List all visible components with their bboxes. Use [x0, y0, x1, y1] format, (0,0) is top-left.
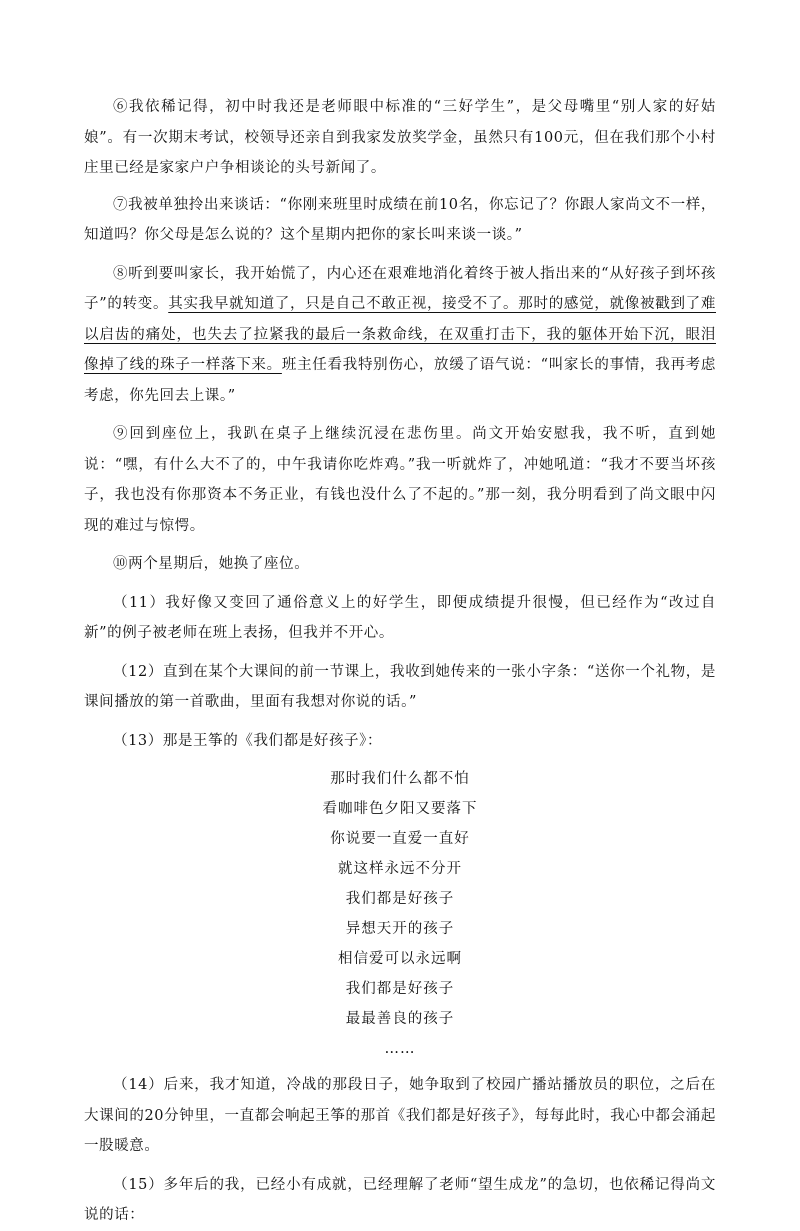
lyric-line: 我们都是好孩子	[345, 891, 455, 907]
paragraph-13: （13）那是王筝的《我们都是好孩子》：	[113, 732, 383, 749]
paragraph-9: ⑨回到座位上，我趴在桌子上继续沉浸在悲伤里。尚文开始安慰我，我不听，直到她说：“嘿，有什么大不了的，中午我请你吃炸鸡。”我一听就炸了，冲她吼道：“我才不要当坏孩子，我也没有你那资本不务正业，有钱也没什么了不起的。”那一刻，我分明看到了尚文眼中闪现的难过与惊愕。	[84, 426, 716, 534]
paragraph-8-start: ⑧听到要叫家长，我开始慌了，内心还在艰难地消化着终于被人指出来的“从好孩子到坏孩子”的转变。	[84, 265, 716, 312]
lyric-line: 相信爱可以永远啊	[338, 951, 462, 967]
paragraph-14: （14）后来，我才知道，冷战的那段日子，她争取到了校园广播站播放员的职位，之后在大课间的20分钟里，一直都会响起王筝的那首《我们都是好孩子》，每每此时，我心中都会涌起一股暖意。	[84, 1077, 716, 1154]
lyric-line: 异想天开的孩子	[345, 921, 455, 937]
lyric-line: 你说要一直爱一直好	[330, 831, 470, 847]
lyric-line: 看咖啡色夕阳又要落下	[322, 801, 478, 817]
paragraph-8-underlined: 其实我早就知道了，只是自己不敢正视，接受不了。那时的感觉，就像被戳到了难以启齿的痛处，也失去了拉紧我的最后一条救命线，在双重打击下，我的躯体开始下沉，眼泪像掉了线的珠子一样落下来。	[84, 296, 716, 373]
paragraph-8-end: 班主任看我特别伤心，放缓了语气说：“叫家长的事情，我再考虑考虑，你先回去上课。”	[84, 357, 716, 404]
paragraph-11: （11）我好像又变回了通俗意义上的好学生，即便成绩提升很慢，但已经作为“改过自新”的例子被老师在班上表扬，但我并不开心。	[84, 594, 716, 641]
lyric-line: 就这样永远不分开	[338, 861, 462, 877]
paragraph-8	[84, 259, 716, 412]
lyric-line: 我们都是好孩子	[345, 981, 455, 997]
lyric-line: 最最善良的孩子	[345, 1011, 455, 1027]
lyric-ellipsis: ……	[384, 1041, 416, 1057]
paragraph-15: （15）多年后的我，已经小有成就，已经理解了老师“望生成龙”的急切，也依稀记得尚文说的话：	[84, 1176, 716, 1223]
paragraph-7: ⑦我被单独拎出来谈话：“你刚来班里时成绩在前10名，你忘记了？你跟人家尚文不一样，知道吗？你父母是怎么说的？这个星期内把你的家长叫来谈一谈。”	[84, 196, 716, 243]
paragraph-10: ⑩两个星期后，她换了座位。	[113, 556, 310, 572]
paragraph-12: （12）直到在某个大课间的前一节课上，我收到她传来的一张小字条：“送你一个礼物，是课间播放的第一首歌曲，里面有我想对你说的话。”	[84, 663, 716, 710]
song-lyrics	[84, 764, 716, 1064]
lyric-line: 那时我们什么都不怕	[330, 771, 470, 787]
paragraph-6: ⑥我依稀记得，初中时我还是老师眼中标准的“三好学生”，是父母嘴里“别人家的好姑娘”。有一次期末考试，校领导还亲自到我家发放奖学金，虽然只有100元，但在我们那个小村庄里已经是家家户户争相谈论的头号新闻了。	[84, 99, 716, 176]
